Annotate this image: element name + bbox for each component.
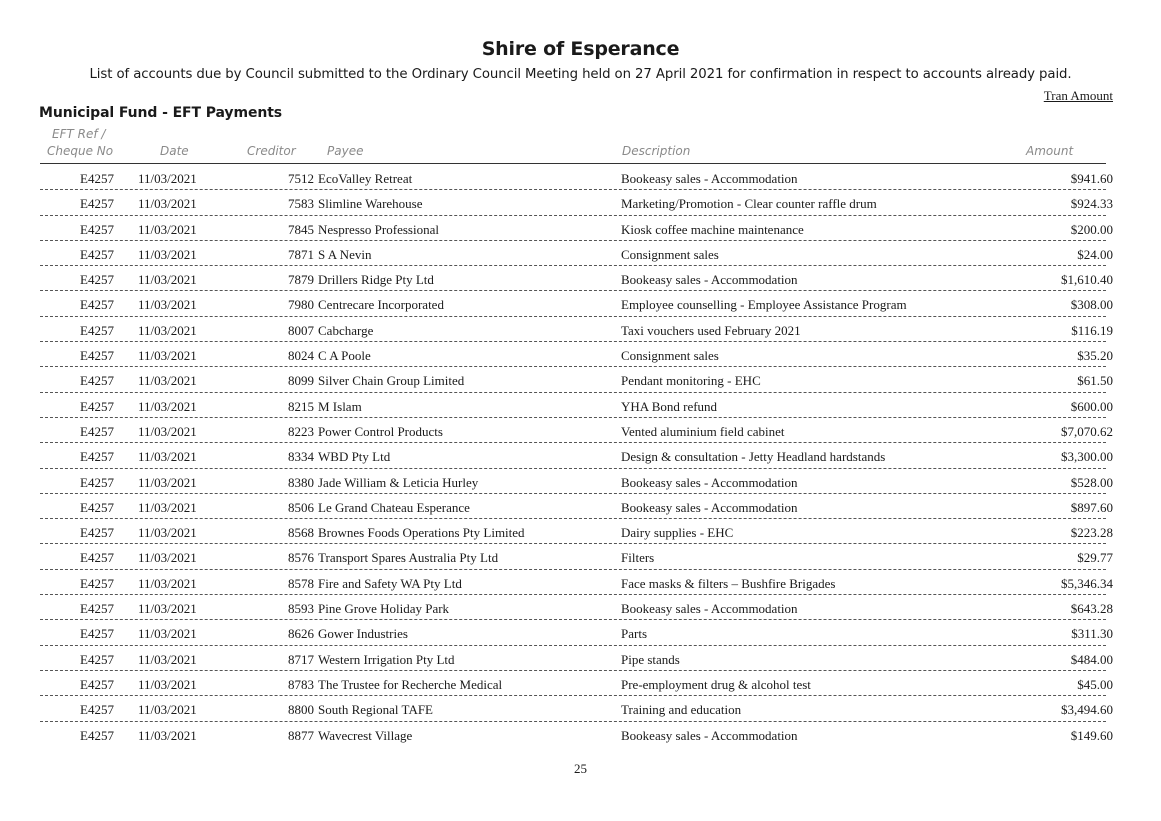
cell-payee: Le Grand Chateau Esperance [318,499,470,515]
cell-amount: $116.19 [1071,322,1113,338]
cell-description: Marketing/Promotion - Clear counter raffle drum [621,196,877,212]
table-row [40,190,1113,215]
cell-payee: Gower Industries [318,626,408,642]
cell-ref: E4257 [80,702,114,718]
cell-ref: E4257 [80,601,114,617]
cell-creditor: 8380 [288,474,314,490]
cell-creditor: 8506 [288,499,314,515]
cell-ref: E4257 [80,575,114,591]
cell-ref: E4257 [80,348,114,364]
cell-ref: E4257 [80,449,114,465]
table-row [40,367,1113,392]
cell-creditor: 7512 [288,171,314,186]
cell-ref: E4257 [80,297,114,313]
cell-ref: E4257 [80,171,114,186]
cell-payee: Pine Grove Holiday Park [318,601,450,617]
cell-payee: Wavecrest Village [318,727,413,743]
cell-ref: E4257 [80,676,114,692]
table-row [40,570,1113,595]
cell-ref: E4257 [80,373,114,389]
cell-date: 11/03/2021 [138,297,197,313]
cell-ref: E4257 [80,474,114,490]
cell-date: 11/03/2021 [138,398,197,414]
cell-amount: $643.28 [1070,601,1113,617]
cell-ref: E4257 [80,525,114,541]
document-subtitle: List of accounts due by Council submitted to the Ordinary Council Meeting held on 27 April 2021 for confirmation in respect to accounts already paid. [89,67,1072,82]
cell-description: Employee counselling - Employee Assistance Program [621,297,907,313]
cell-creditor: 8800 [288,702,314,718]
cell-creditor: 7879 [288,272,314,288]
cell-payee: Power Control Products [318,423,443,439]
cell-date: 11/03/2021 [138,702,197,718]
cell-payee: M Islam [318,398,362,414]
cell-description: Taxi vouchers used February 2021 [621,322,801,338]
cell-creditor: 8215 [288,398,314,414]
cell-amount: $24.00 [1077,246,1113,262]
table-row [40,646,1113,671]
table-row [40,469,1113,494]
cell-description: Design & consultation - Jetty Headland hardstands [621,449,886,465]
cell-description: Consignment sales [621,246,719,262]
cell-creditor: 8007 [288,322,314,338]
header-rule [40,163,1106,164]
cell-date: 11/03/2021 [138,474,197,490]
cell-creditor: 8717 [288,651,314,667]
cell-date: 11/03/2021 [138,525,197,541]
document-title: Shire of Esperance [481,38,680,60]
cell-description: Face masks & filters – Bushfire Brigades [621,575,836,591]
cell-ref: E4257 [80,651,114,667]
cell-description: Pipe stands [621,651,680,667]
cell-amount: $5,346.34 [1061,575,1113,591]
cell-creditor: 8593 [288,601,314,617]
cell-amount: $45.00 [1077,676,1113,692]
cell-payee: EcoValley Retreat [318,171,413,186]
cell-amount: $223.28 [1070,525,1113,541]
cell-payee: Drillers Ridge Pty Ltd [318,272,434,288]
cell-date: 11/03/2021 [138,727,197,743]
cell-amount: $3,494.60 [1061,702,1113,718]
cell-description: Pre-employment drug & alcohol test [621,676,811,692]
cell-payee: South Regional TAFE [318,702,434,718]
payments-table-body [40,165,1113,747]
cell-creditor: 7980 [288,297,314,313]
cell-date: 11/03/2021 [138,322,197,338]
cell-amount: $7,070.62 [1061,423,1113,439]
cell-description: Pendant monitoring - EHC [621,373,761,389]
cell-ref: E4257 [80,246,114,262]
table-row [40,595,1113,620]
cell-date: 11/03/2021 [138,246,197,262]
cell-creditor: 8568 [288,525,314,541]
cell-payee: Cabcharge [318,322,374,338]
tran-amount-label: Tran Amount [1043,88,1113,103]
table-row [40,216,1113,241]
header-ref-line1: EFT Ref / [52,127,106,141]
cell-description: Bookeasy sales - Accommodation [621,171,798,186]
cell-payee: Nespresso Professional [318,221,439,237]
cell-date: 11/03/2021 [138,423,197,439]
table-row [40,696,1113,721]
cell-creditor: 7871 [288,246,314,262]
table-row [40,722,1113,747]
cell-creditor: 8626 [288,626,314,642]
cell-description: Parts [621,626,647,642]
header-ref-line2: Cheque No [47,144,114,158]
cell-ref: E4257 [80,499,114,515]
cell-amount: $1,610.40 [1061,272,1113,288]
cell-amount: $484.00 [1070,651,1113,667]
cell-ref: E4257 [80,196,114,212]
header-date: Date [160,144,189,158]
cell-creditor: 7845 [288,221,314,237]
cell-amount: $924.33 [1070,196,1113,212]
cell-payee: Silver Chain Group Limited [318,373,465,389]
cell-creditor: 8024 [288,348,314,364]
cell-description: Bookeasy sales - Accommodation [621,499,798,515]
cell-description: Bookeasy sales - Accommodation [621,474,798,490]
cell-payee: C A Poole [318,348,371,364]
cell-date: 11/03/2021 [138,601,197,617]
cell-date: 11/03/2021 [138,651,197,667]
cell-creditor: 8334 [288,449,314,465]
cell-payee: Transport Spares Australia Pty Ltd [318,550,499,566]
cell-payee: Slimline Warehouse [318,196,423,212]
header-creditor: Creditor [247,144,296,158]
cell-creditor: 7583 [288,196,314,212]
cell-amount: $600.00 [1070,398,1113,414]
cell-ref: E4257 [80,398,114,414]
table-row [40,165,1113,190]
table-row [40,266,1113,291]
cell-ref: E4257 [80,626,114,642]
cell-description: Bookeasy sales - Accommodation [621,272,798,288]
cell-creditor: 8877 [288,727,314,743]
table-row [40,544,1113,569]
cell-date: 11/03/2021 [138,449,197,465]
table-row [40,342,1113,367]
cell-date: 11/03/2021 [138,373,197,389]
cell-description: Bookeasy sales - Accommodation [621,727,798,743]
table-row [40,671,1113,696]
cell-creditor: 8578 [288,575,314,591]
cell-payee: WBD Pty Ltd [318,449,391,465]
cell-payee: Western Irrigation Pty Ltd [318,651,455,667]
table-row [40,418,1113,443]
cell-amount: $35.20 [1077,348,1113,364]
cell-date: 11/03/2021 [138,221,197,237]
cell-description: Filters [621,550,655,566]
cell-payee: The Trustee for Recherche Medical [318,676,503,692]
table-row [40,317,1113,342]
cell-amount: $149.60 [1070,727,1113,743]
table-row [40,241,1113,266]
cell-payee: S A Nevin [318,246,372,262]
cell-date: 11/03/2021 [138,626,197,642]
cell-date: 11/03/2021 [138,171,197,186]
cell-date: 11/03/2021 [138,272,197,288]
table-row [40,519,1113,544]
cell-amount: $897.60 [1070,499,1113,515]
cell-creditor: 8783 [288,676,314,692]
cell-amount: $941.60 [1070,171,1113,186]
cell-amount: $308.00 [1070,297,1113,313]
cell-payee: Fire and Safety WA Pty Ltd [318,575,462,591]
table-row [40,393,1113,418]
cell-description: Training and education [621,702,742,718]
cell-creditor: 8576 [288,550,314,566]
table-row [40,494,1113,519]
cell-description: Dairy supplies - EHC [621,525,734,541]
cell-description: Kiosk coffee machine maintenance [621,221,804,237]
cell-date: 11/03/2021 [138,499,197,515]
cell-ref: E4257 [80,221,114,237]
cell-ref: E4257 [80,423,114,439]
cell-ref: E4257 [80,322,114,338]
header-amount: Amount [1026,144,1074,158]
cell-date: 11/03/2021 [138,575,197,591]
table-row [40,443,1113,468]
cell-amount: $528.00 [1070,474,1113,490]
table-row [40,291,1113,316]
header-payee: Payee [327,144,364,158]
cell-creditor: 8099 [288,373,314,389]
cell-ref: E4257 [80,727,114,743]
cell-amount: $29.77 [1077,550,1113,566]
cell-payee: Jade William & Leticia Hurley [318,474,479,490]
cell-amount: $61.50 [1077,373,1113,389]
cell-payee: Centrecare Incorporated [318,297,444,313]
cell-description: YHA Bond refund [621,398,718,414]
cell-creditor: 8223 [288,423,314,439]
cell-date: 11/03/2021 [138,196,197,212]
cell-payee: Brownes Foods Operations Pty Limited [318,525,525,541]
cell-date: 11/03/2021 [138,348,197,364]
table-row [40,620,1113,645]
cell-amount: $3,300.00 [1061,449,1113,465]
cell-amount: $200.00 [1070,221,1113,237]
cell-description: Consignment sales [621,348,719,364]
cell-ref: E4257 [80,550,114,566]
cell-date: 11/03/2021 [138,676,197,692]
section-title: Municipal Fund - EFT Payments [39,105,283,121]
cell-date: 11/03/2021 [138,550,197,566]
cell-amount: $311.30 [1071,626,1113,642]
cell-description: Bookeasy sales - Accommodation [621,601,798,617]
page-number: 25 [574,761,587,776]
cell-ref: E4257 [80,272,114,288]
header-description: Description [622,144,691,158]
cell-description: Vented aluminium field cabinet [621,423,785,439]
